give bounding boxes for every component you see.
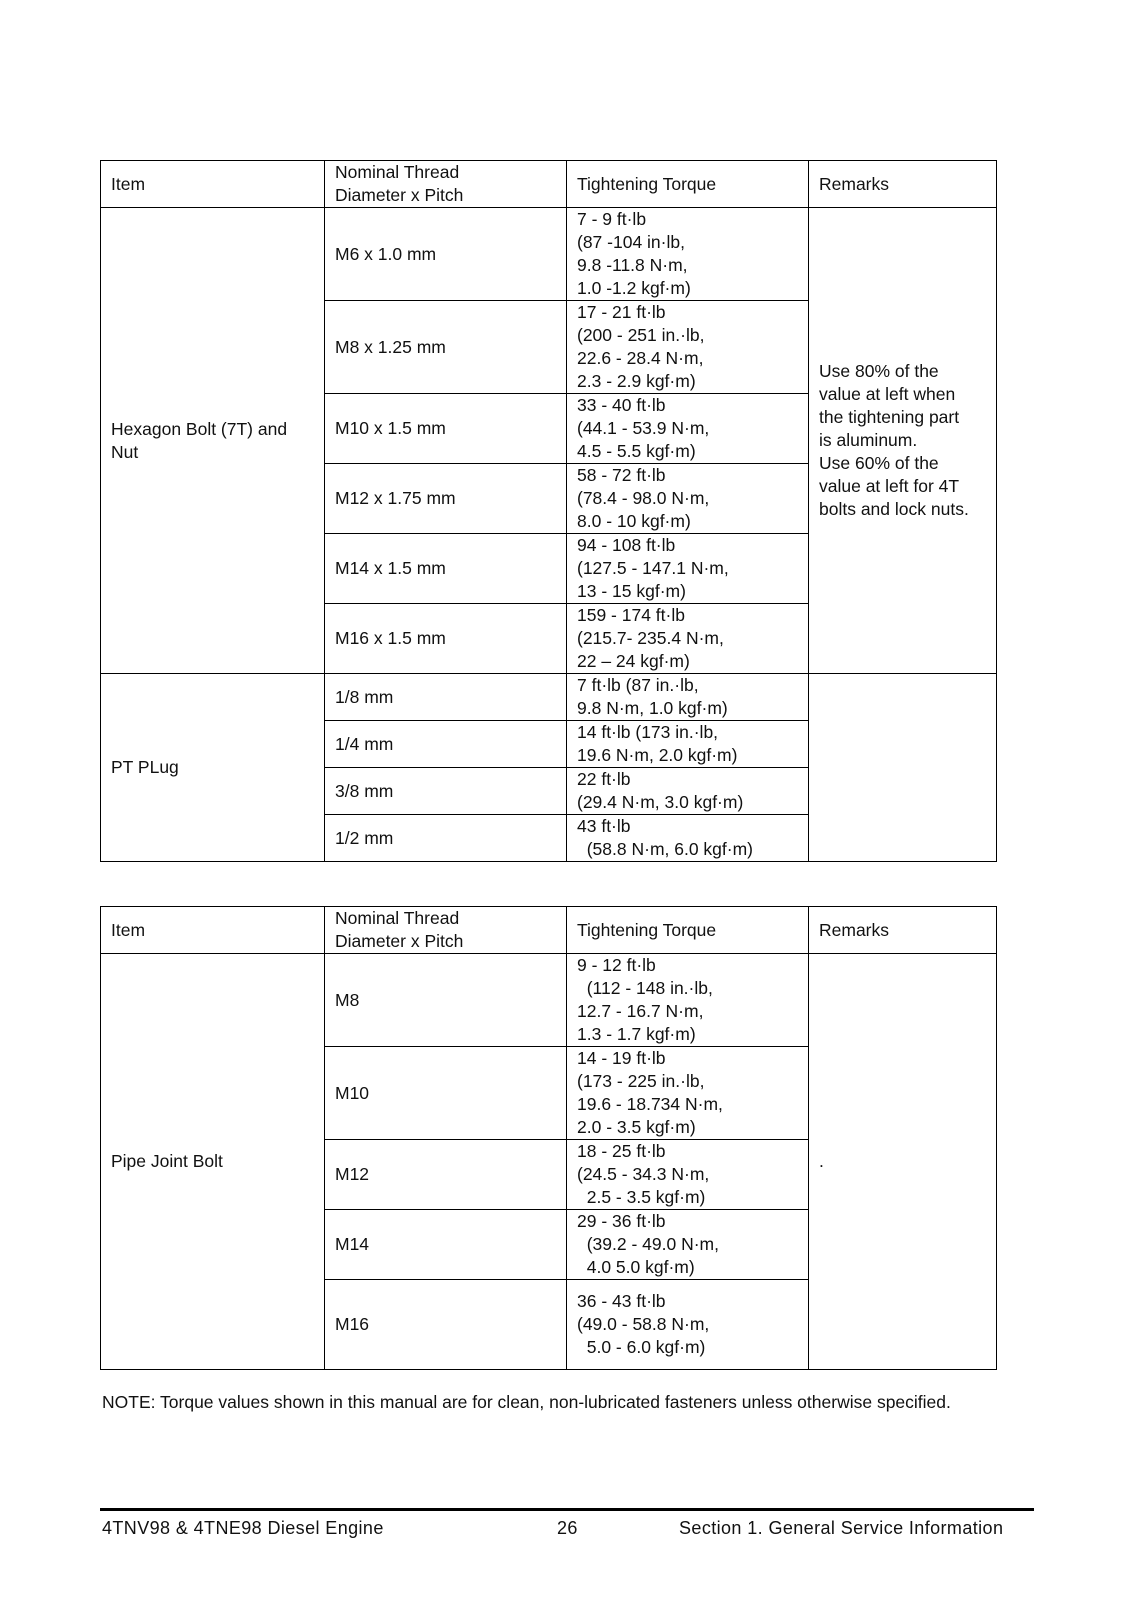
torque-line: (78.4 - 98.0 N·m, [577,488,710,508]
torque-cell [567,1047,809,1140]
torque-cell [567,208,809,301]
torque-line: 22 ft·lb [577,769,631,789]
table-header-row [101,161,997,208]
torque-cell [567,1210,809,1280]
torque-line: 7 ft·lb (87 in.·lb, [577,675,699,695]
torque-line: 17 - 21 ft·lb [577,302,666,322]
torque-line: 43 ft·lb [577,816,631,836]
torque-line: 19.6 N·m, 2.0 kgf·m) [577,745,738,765]
torque-line: 4.0 5.0 kgf·m) [577,1257,695,1277]
torque-table-hexagon-bolt-pt-plug [100,160,997,862]
header-thread [325,907,567,954]
remarks-line: Use 80% of the [819,361,939,381]
torque-line: (24.5 - 34.3 N·m, [577,1164,710,1184]
torque-line: 1.3 - 1.7 kgf·m) [577,1024,696,1044]
torque-cell [567,464,809,534]
torque-line: (39.2 - 49.0 N·m, [577,1234,719,1254]
torque-line: 9.8 -11.8 N·m, [577,255,688,275]
torque-cell [567,954,809,1047]
torque-line: 7 - 9 ft·lb [577,209,647,229]
torque-line: 12.7 - 16.7 N·m, [577,1001,704,1021]
torque-line: 18 - 25 ft·lb [577,1141,666,1161]
torque-line: (87 -104 in·lb, [577,232,685,252]
table-row [101,674,997,721]
thread-cell: M6 x 1.0 mm [325,208,567,301]
torque-line: 9.8 N·m, 1.0 kgf·m) [577,698,728,718]
torque-line: 22 – 24 kgf·m) [577,651,690,671]
table-row [101,208,997,301]
item-hexagon-bolt [101,208,325,674]
remarks-line: the tightening part [819,407,960,427]
item-line: Hexagon Bolt (7T) and [111,418,288,439]
thread-cell: M12 [325,1140,567,1210]
thread-cell: M12 x 1.75 mm [325,464,567,534]
torque-line: (215.7- 235.4 N·m, [577,628,724,648]
torque-line: 14 - 19 ft·lb [577,1048,666,1068]
torque-line: 5.0 - 6.0 kgf·m) [577,1337,706,1357]
torque-line: 2.3 - 2.9 kgf·m) [577,371,696,391]
remarks-line: is aluminum. [819,430,918,450]
torque-line: 22.6 - 28.4 N·m, [577,348,704,368]
header-remarks: Remarks [809,907,997,954]
torque-line: 29 - 36 ft·lb [577,1211,666,1231]
remarks-line: value at left when [819,384,956,404]
item-line: Nut [111,441,139,462]
torque-line: (58.8 N·m, 6.0 kgf·m) [577,839,754,859]
thread-cell: 1/4 mm [325,721,567,768]
header-thread-line: Nominal Thread [335,162,460,182]
torque-line: (127.5 - 147.1 N·m, [577,558,729,578]
torque-cell [567,1140,809,1210]
torque-table-pipe-joint-bolt [100,906,997,1370]
torque-line: 19.6 - 18.734 N·m, [577,1094,723,1114]
torque-cell [567,301,809,394]
header-remarks: Remarks [809,161,997,208]
header-thread-line: Diameter x Pitch [335,185,464,205]
torque-cell [567,674,809,721]
torque-line: 94 - 108 ft·lb [577,535,676,555]
thread-cell: M14 x 1.5 mm [325,534,567,604]
thread-cell: M10 [325,1047,567,1140]
remarks-line: value at left for 4T [819,476,960,496]
footer-manual-title: 4TNV98 & 4TNE98 Diesel Engine [102,1518,384,1538]
torque-line: 159 - 174 ft·lb [577,605,685,625]
footer-page-number: 26 [557,1518,578,1538]
torque-line: 8.0 - 10 kgf·m) [577,511,691,531]
remarks-cell: . [809,954,997,1370]
torque-note: NOTE: Torque values shown in this manual are for clean, non-lubricated fasteners unless otherwise specified. [102,1392,951,1412]
torque-cell [567,1280,809,1370]
torque-line: 13 - 15 kgf·m) [577,581,686,601]
header-item: Item [101,907,325,954]
thread-cell: M10 x 1.5 mm [325,394,567,464]
thread-cell: M8 [325,954,567,1047]
thread-cell: 1/8 mm [325,674,567,721]
table-header-row [101,907,997,954]
torque-line: (29.4 N·m, 3.0 kgf·m) [577,792,744,812]
table-row [101,954,997,1047]
torque-cell [567,721,809,768]
torque-cell [567,768,809,815]
remarks-cell-empty [809,674,997,862]
torque-line: (200 - 251 in.·lb, [577,325,705,345]
thread-cell: M8 x 1.25 mm [325,301,567,394]
footer-section-title: Section 1. General Service Information [679,1518,1004,1538]
thread-cell: M14 [325,1210,567,1280]
torque-cell [567,815,809,862]
torque-line: 2.0 - 3.5 kgf·m) [577,1117,696,1137]
torque-line: (112 - 148 in.·lb, [577,978,713,998]
thread-cell: M16 x 1.5 mm [325,604,567,674]
torque-line: 4.5 - 5.5 kgf·m) [577,441,696,461]
header-torque: Tightening Torque [567,161,809,208]
torque-line: 2.5 - 3.5 kgf·m) [577,1187,706,1207]
torque-cell [567,394,809,464]
header-thread-line: Nominal Thread [335,908,460,928]
item-pipe-joint-bolt: Pipe Joint Bolt [101,954,325,1370]
torque-line: 33 - 40 ft·lb [577,395,666,415]
torque-line: 1.0 -1.2 kgf·m) [577,278,691,298]
torque-line: (49.0 - 58.8 N·m, [577,1314,710,1334]
header-torque: Tightening Torque [567,907,809,954]
header-item: Item [101,161,325,208]
remarks-cell [809,208,997,674]
torque-line: 58 - 72 ft·lb [577,465,666,485]
thread-cell: M16 [325,1280,567,1370]
footer-divider [100,1508,1034,1511]
remarks-line: bolts and lock nuts. [819,499,969,519]
remarks-line: Use 60% of the [819,453,939,473]
torque-line: 36 - 43 ft·lb [577,1291,666,1311]
header-thread-line: Diameter x Pitch [335,931,464,951]
item-pt-plug: PT PLug [101,674,325,862]
torque-line: (173 - 225 in.·lb, [577,1071,705,1091]
torque-line: 9 - 12 ft·lb [577,955,656,975]
torque-cell [567,604,809,674]
thread-cell: 1/2 mm [325,815,567,862]
header-thread [325,161,567,208]
torque-line: (44.1 - 53.9 N·m, [577,418,710,438]
torque-cell [567,534,809,604]
torque-line: 14 ft·lb (173 in.·lb, [577,722,719,742]
thread-cell: 3/8 mm [325,768,567,815]
